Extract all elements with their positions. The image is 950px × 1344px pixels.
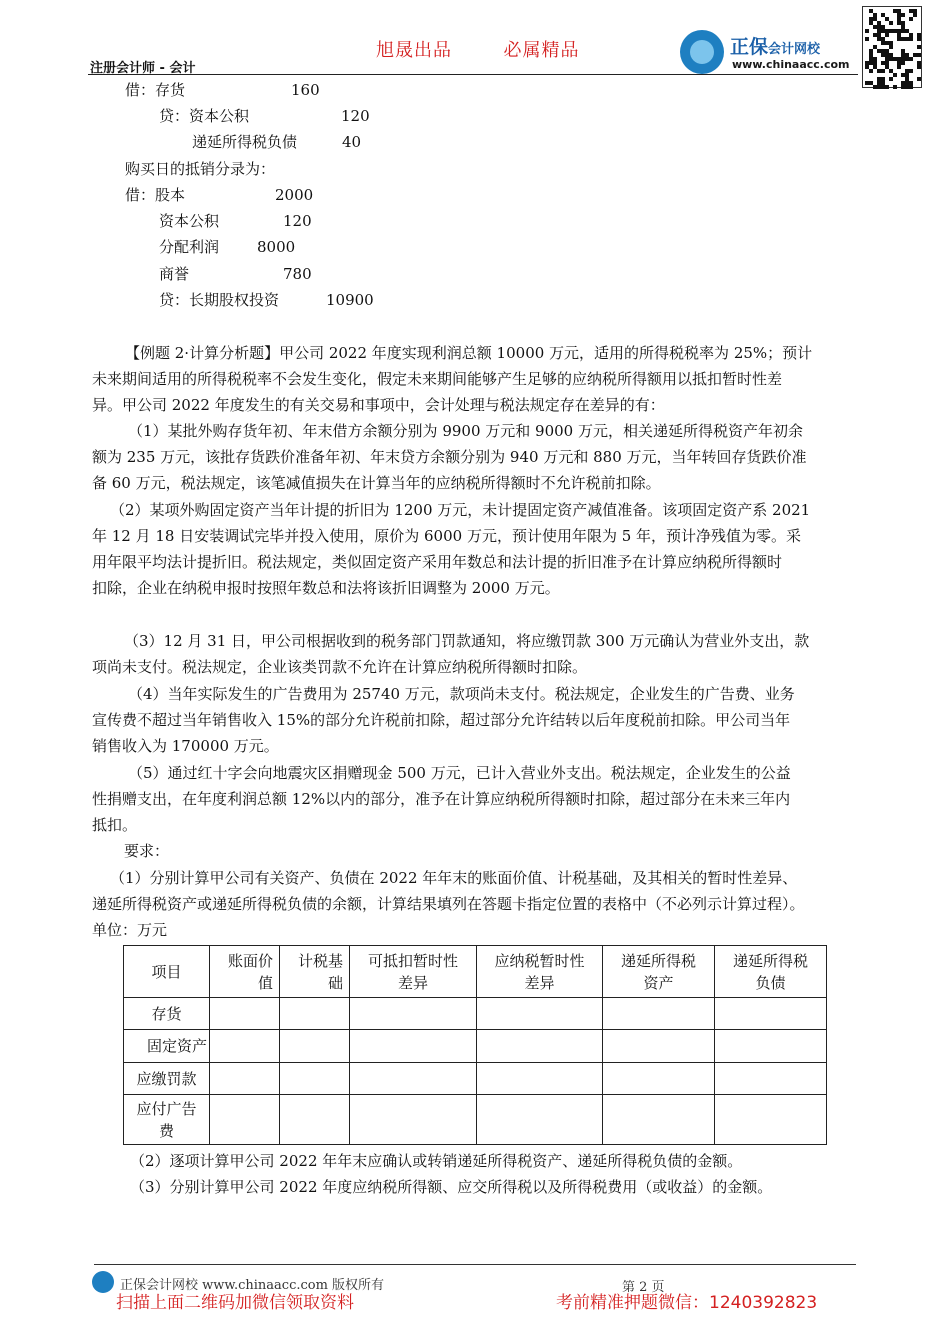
table-row: [124, 1095, 827, 1145]
input-cell[interactable]: [603, 1030, 715, 1063]
qr-module: [869, 69, 873, 73]
qr-module: [909, 57, 913, 61]
header-dtl: 递延所得税 负债: [715, 946, 827, 998]
entry-account: 递延所得税负债: [192, 133, 298, 151]
item-3: [124, 628, 809, 654]
text-line: （1）某批外购存货年初、年末借方余额分别为 9900 万元和 9000 万元，相关递延所得税资产年初余: [128, 422, 803, 440]
entry-credit-capital-reserve: [159, 106, 370, 126]
qr-module: [865, 37, 869, 41]
entry-account: 资本公积: [159, 212, 220, 230]
logo-emblem-icon: [680, 30, 724, 74]
input-cell[interactable]: [350, 1095, 477, 1145]
qr-module: [917, 77, 921, 81]
header-book-value: 账面价 值: [210, 946, 280, 998]
entry-amount: 40: [342, 133, 362, 151]
elimination-heading: 购买日的抵销分录为：: [125, 160, 276, 178]
text-line: 单位：万元: [92, 921, 168, 939]
entry-debit-inventory: [125, 80, 320, 100]
requirement-2: [130, 1148, 742, 1174]
subject-title: 注册会计师 - 会计: [90, 61, 196, 76]
text-line: 额为 235 万元，该批存货跌价准备年初、年末贷方余额分别为 940 万元和 880 万元，当年转回存货跌价准: [92, 448, 807, 466]
qr-module: [885, 33, 889, 37]
qr-module: [885, 85, 889, 89]
entry-debit-share-capital: [125, 185, 314, 205]
input-cell[interactable]: [280, 1063, 350, 1095]
footer-copyright: 正保会计网校 www.chinaacc.com 版权所有: [120, 1278, 385, 1293]
entry-amount: 780: [283, 265, 312, 283]
entry-account: 贷：资本公积: [159, 107, 250, 125]
table-row: [124, 998, 827, 1030]
item-4-cont: [92, 707, 790, 759]
answer-table: [123, 945, 827, 1145]
input-cell[interactable]: [210, 1030, 280, 1063]
input-cell[interactable]: [350, 998, 477, 1030]
text-line: 递延所得税资产或递延所得税负债的余额，计算结果填列在答题卡指定位置的表格中（不必列示计算过程）。: [92, 895, 805, 913]
input-cell[interactable]: [603, 1063, 715, 1095]
text-line: 未来期间适用的所得税税率不会发生变化，假定未来期间能够产生足够的应纳税所得额用以抵扣暂时性差: [92, 370, 783, 388]
item-3-cont: [92, 654, 587, 680]
header-dta: 递延所得税 资产: [603, 946, 715, 998]
entry-goodwill: [159, 264, 312, 284]
input-cell[interactable]: [210, 1095, 280, 1145]
requirement-1-cont: [92, 891, 805, 943]
table-row: [124, 1063, 827, 1095]
entry-amount: 8000: [257, 238, 296, 256]
text-line: 年 12 月 18 日安装调试完毕并投入使用，原价为 6000 万元，预计使用年限为 5 年，预计净残值为零。采: [92, 527, 802, 545]
entry-amount: 160: [291, 81, 320, 99]
qr-module: [901, 13, 905, 17]
footer-logo-icon: [92, 1271, 114, 1293]
qr-module: [901, 61, 905, 65]
row-label: 存货: [124, 998, 210, 1030]
entry-amount: 10900: [326, 291, 374, 309]
footer-divider: [94, 1264, 856, 1265]
entry-account: 商誉: [159, 265, 190, 283]
input-cell[interactable]: [210, 998, 280, 1030]
qr-module: [909, 17, 913, 21]
input-cell[interactable]: [715, 1030, 827, 1063]
entry-amount: 2000: [275, 186, 314, 204]
qr-module: [909, 37, 913, 41]
input-cell[interactable]: [603, 998, 715, 1030]
qr-module: [917, 37, 921, 41]
item-4: [128, 681, 795, 707]
qr-module: [913, 13, 917, 17]
requirement-3: [130, 1174, 772, 1200]
entry-account: 分配利润: [159, 238, 220, 256]
text-line: 抵扣。: [92, 816, 138, 834]
input-cell[interactable]: [210, 1063, 280, 1095]
input-cell[interactable]: [715, 1095, 827, 1145]
row-label: 固定资产: [124, 1030, 210, 1063]
table-row: [124, 1030, 827, 1063]
text-line: （2）逐项计算甲公司 2022 年年末应确认或转销递延所得税资产、递延所得税负债的金额。: [130, 1152, 743, 1170]
input-cell[interactable]: [477, 998, 603, 1030]
text-line: 性捐赠支出，在年度利润总额 12%以内的部分，准予在计算应纳税所得额时扣除，超过部分在未来三年内: [92, 790, 791, 808]
entry-capital-reserve: [159, 211, 312, 231]
text-line: （3）分别计算甲公司 2022 年度应纳税所得额、应交所得税以及所得税费用（或收益）的金额。: [130, 1178, 773, 1196]
requirement-1: [110, 865, 797, 891]
slogan-left: 旭晟出品: [376, 40, 452, 61]
input-cell[interactable]: [715, 1063, 827, 1095]
page-number: 第 2 页: [622, 1280, 665, 1295]
input-cell[interactable]: [280, 998, 350, 1030]
qr-module: [897, 65, 901, 69]
text-line: 要求：: [124, 842, 170, 860]
input-cell[interactable]: [477, 1030, 603, 1063]
input-cell[interactable]: [603, 1095, 715, 1145]
logo-url: www.chinaacc.com: [732, 58, 850, 71]
entry-account: 借：股本: [125, 186, 186, 204]
table-header-row: [124, 946, 827, 998]
text-line: 备 60 万元，税法规定，该笔减值损失在计算当年的应纳税所得额时不允许税前扣除。: [92, 474, 661, 492]
qr-module: [893, 73, 897, 77]
entry-account: 贷：长期股权投资: [159, 291, 280, 309]
qr-module: [881, 69, 885, 73]
header-slogan: [376, 36, 579, 62]
text-line: 异。甲公司 2022 年度发生的有关交易和事项中，会计处理与税法规定存在差异的有：: [92, 396, 665, 414]
item-1: [128, 418, 803, 444]
header-tax-base: 计税基 础: [280, 946, 350, 998]
logo-brand-main: 正保: [730, 36, 769, 58]
text-line: 【例题 2·计算分析题】甲公司 2022 年度实现利润总额 10000 万元，适用的所得税税率为 25%；预计: [125, 344, 813, 362]
qr-module: [889, 77, 893, 81]
input-cell[interactable]: [477, 1095, 603, 1145]
logo-brand: [730, 32, 820, 59]
chinaacc-logo: [680, 26, 860, 78]
text-line: （2）某项外购固定资产当年计提的折旧为 1200 万元，未计提固定资产减值准备。该项固定资产系 2021: [110, 501, 811, 519]
entry-retained-profit: [159, 237, 296, 257]
text-line: （3）12 月 31 日，甲公司根据收到的税务部门罚款通知，将应缴罚款 300 万元确认为营业外支出，款: [124, 632, 810, 650]
text-line: 用年限平均法计提折旧。税法规定，类似固定资产采用年数总和法计提的折旧准予在计算应纳税所得额时: [92, 553, 783, 571]
item-2-cont: [92, 523, 801, 601]
item-5-cont: [92, 786, 790, 838]
promo-qr-text: 扫描上面二维码加微信领取资料: [116, 1293, 354, 1313]
slogan-right: 必属精品: [503, 40, 580, 61]
item-1-cont: [92, 444, 807, 496]
entry-account: 借：存货: [125, 81, 186, 99]
qr-module: [889, 21, 893, 25]
promo-wechat-text: 考前精准押题微信：1240392823: [556, 1293, 818, 1313]
item-2: [110, 497, 810, 523]
entry-amount: 120: [283, 212, 312, 230]
qr-module: [865, 29, 869, 33]
entry-deferred-tax-liability: [192, 132, 362, 152]
qr-module: [917, 45, 921, 49]
qr-module: [909, 69, 913, 73]
input-cell[interactable]: [350, 1063, 477, 1095]
item-5: [128, 760, 791, 786]
input-cell[interactable]: [715, 998, 827, 1030]
qr-module: [917, 53, 921, 57]
entry-amount: 120: [341, 107, 370, 125]
header-deductible-diff: 可抵扣暂时性 差异: [350, 946, 477, 998]
row-label: 应缴罚款: [124, 1063, 210, 1095]
input-cell[interactable]: [280, 1095, 350, 1145]
qr-code-icon: [862, 6, 922, 88]
text-line: （4）当年实际发生的广告费用为 25740 万元，款项尚未支付。税法规定，企业发生的广告费、业务: [128, 685, 795, 703]
requirements-title: [124, 838, 169, 864]
row-label: 应付广告 费: [124, 1095, 210, 1145]
logo-brand-sub: 会计网校: [768, 42, 821, 57]
text-line: 扣除，企业在纳税申报时按照年数总和法将该折旧调整为 2000 万元。: [92, 579, 560, 597]
header-item: 项目: [124, 946, 210, 998]
text-line: 销售收入为 170000 万元。: [92, 737, 279, 755]
input-cell[interactable]: [477, 1063, 603, 1095]
text-line: （5）通过红十字会向地震灾区捐赠现金 500 万元，已计入营业外支出。税法规定，企业发生的公益: [128, 764, 791, 782]
input-cell[interactable]: [350, 1030, 477, 1063]
text-line: 项尚未支付。税法规定，企业该类罚款不允许在计算应纳税所得额时扣除。: [92, 658, 588, 676]
qr-module: [909, 85, 913, 89]
qr-module: [893, 85, 897, 89]
header-taxable-diff: 应纳税暂时性 差异: [477, 946, 603, 998]
entry-credit-lt-investment: [159, 290, 374, 310]
text-line: （1）分别计算甲公司有关资产、负债在 2022 年年末的账面价值、计税基础，及其相关的暂时性差异、: [110, 869, 798, 887]
qr-module: [889, 45, 893, 49]
input-cell[interactable]: [280, 1030, 350, 1063]
question-intro: [125, 340, 812, 366]
qr-module: [917, 65, 921, 69]
text-line: 宣传费不超过当年销售收入 15%的部分允许税前扣除，超过部分允许结转以后年度税前扣除。甲公司当年: [92, 711, 791, 729]
question-intro-cont: [92, 366, 782, 418]
